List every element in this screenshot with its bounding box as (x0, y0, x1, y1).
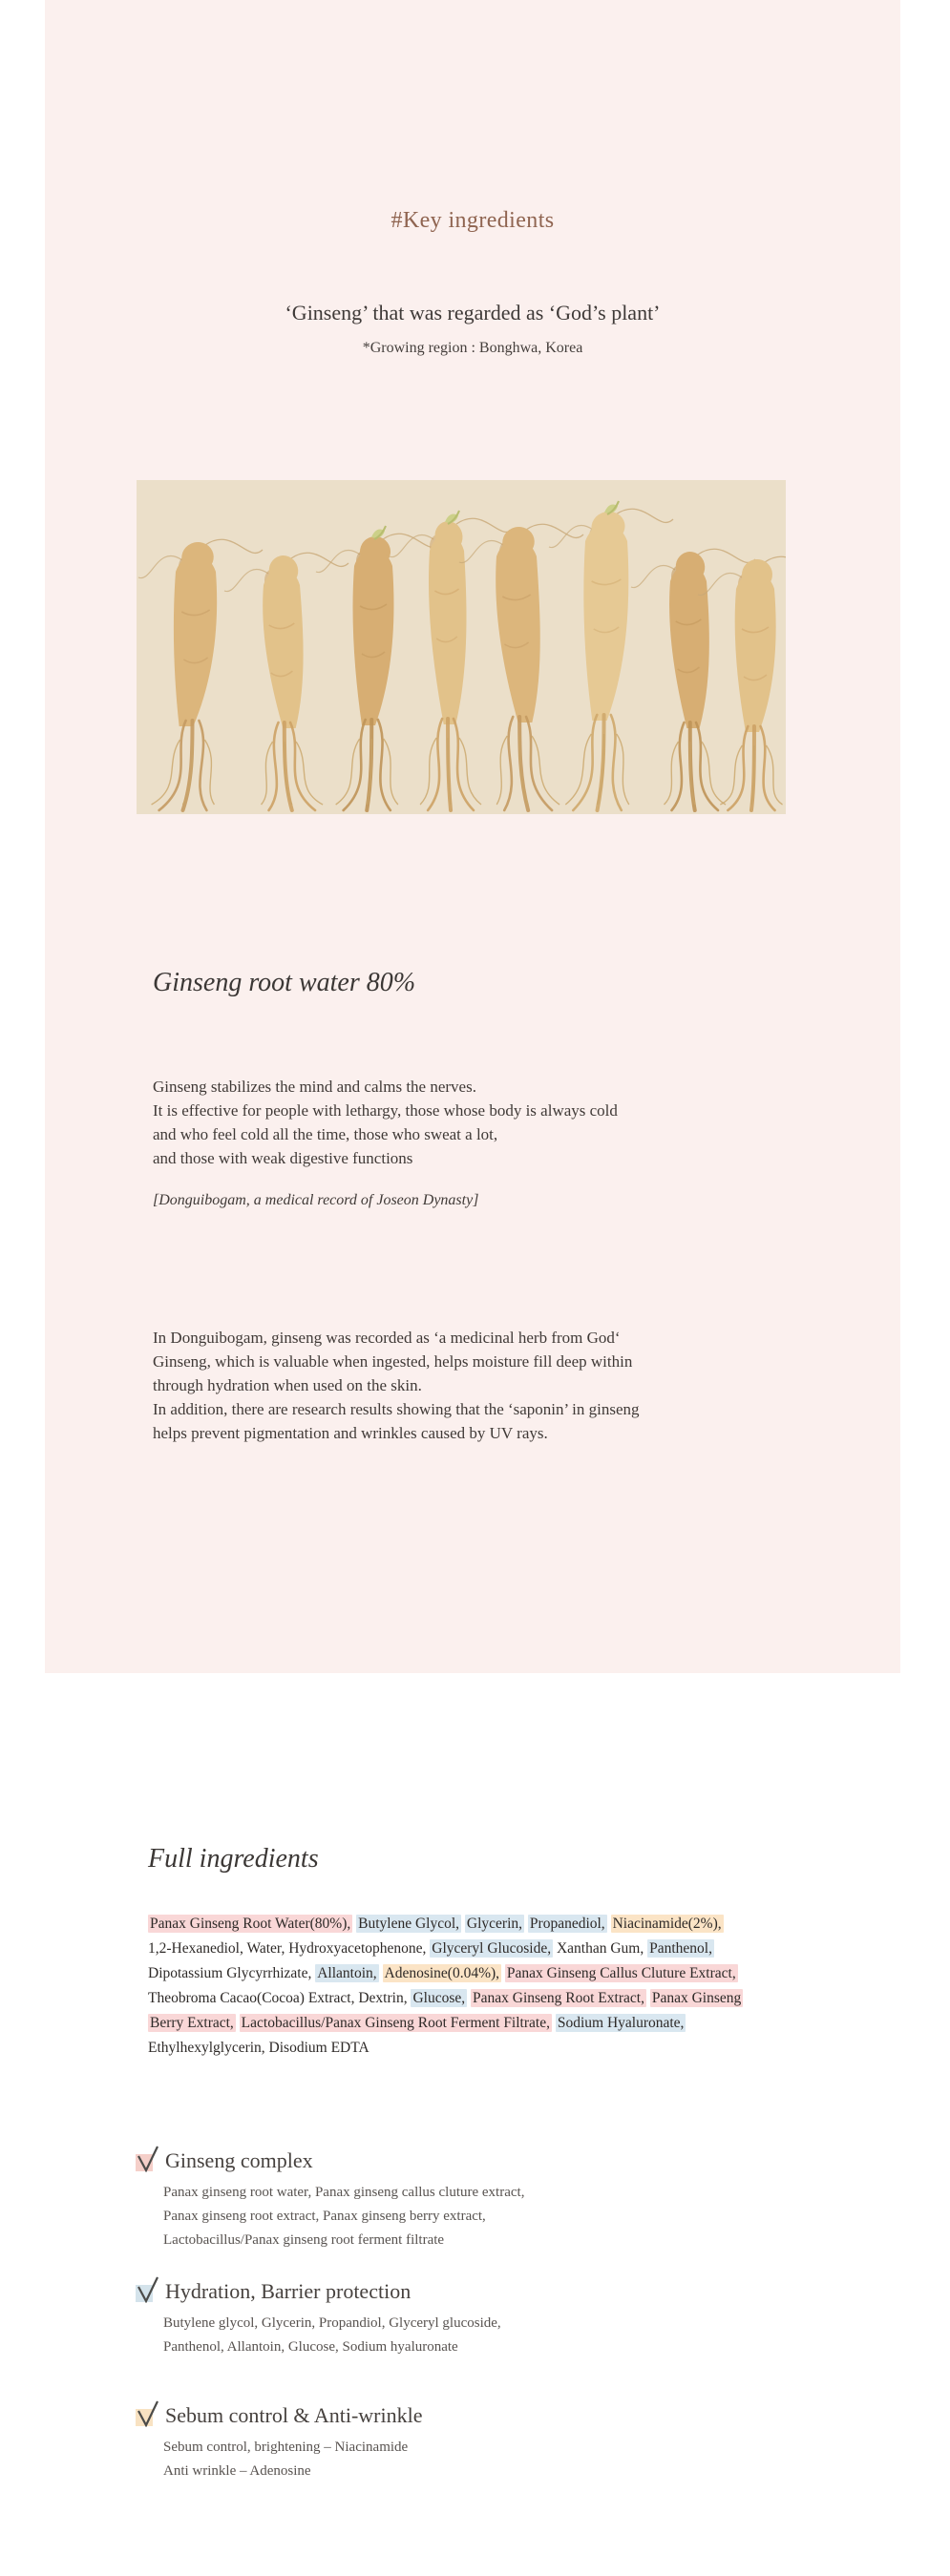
highlighted-ingredient: Propanediol, (529, 1916, 605, 1932)
ginseng-roots-illustration (137, 480, 786, 814)
ingredients-line (148, 1937, 816, 1961)
paragraph-line: helps prevent pigmentation and wrinkles caused by UV rays. (153, 1424, 548, 1442)
check-icon (135, 2398, 159, 2427)
highlighted-ingredient: Sodium Hyaluronate, (557, 2015, 685, 2031)
ginseng-root-water-heading: Ginseng root water 80% (153, 968, 416, 997)
ingredient-text: Theobroma Cacao(Cocoa) Extract, Dextrin, (148, 1990, 412, 2006)
highlighted-ingredient: Adenosine(0.04%), (384, 1965, 500, 1981)
paragraph-line: Ginseng stabilizes the mind and calms the nerves. (153, 1078, 476, 1096)
ingredient-text (379, 1965, 383, 1981)
ingredients-line (148, 1986, 816, 2011)
feature-details (163, 2312, 501, 2359)
paragraph-line: It is effective for people with lethargy, those whose body is always cold (153, 1101, 618, 1120)
ingredient-text: 1,2-Hexanediol, Water, Hydroxyacetophenone, (148, 1940, 431, 1957)
highlighted-ingredient: Berry Extract, (150, 2015, 234, 2031)
ingredients-line (148, 1961, 816, 1986)
highlighted-ingredient: Panax Ginseng Callus Cluture Extract, (506, 1965, 736, 1981)
donguibogam-paragraph (153, 1326, 640, 1445)
highlighted-ingredient: Glycerin, (466, 1916, 523, 1932)
highlighted-ingredient: Panax Ginseng Root Extract, (473, 1990, 644, 2006)
feature-details (163, 2181, 524, 2252)
feature-detail-line: Panax ginseng root water, Panax ginseng callus cluture extract, (163, 2185, 525, 2200)
feature-block (135, 2274, 501, 2359)
ingredients-line (148, 2036, 816, 2061)
highlighted-ingredient: Panax Ginseng (651, 1990, 742, 2006)
full-ingredients-list (148, 1912, 816, 2061)
ingredient-text: Ethylhexylglycerin, Disodium EDTA (148, 2040, 369, 2056)
check-icon (135, 2274, 159, 2303)
paragraph-line: and who feel cold all the time, those who sweat a lot, (153, 1125, 498, 1143)
paragraph-line: and those with weak digestive functions (153, 1149, 413, 1167)
feature-detail-line: Butylene glycol, Glycerin, Propandiol, Glyceryl glucoside, (163, 2315, 501, 2331)
check-icon (135, 2144, 159, 2172)
donguibogam-citation: [Donguibogam, a medical record of Joseon Dynasty] (153, 1192, 479, 1208)
highlighted-ingredient: Glucose, (412, 1990, 466, 2006)
ginseng-subtitle: ‘Ginseng’ that was regarded as ‘God’s plant’ (285, 301, 661, 325)
feature-detail-line: Sebum control, brightening – Niacinamide (163, 2440, 409, 2455)
ginseng-roots-photo (137, 480, 786, 814)
full-ingredients-heading: Full ingredients (148, 1844, 319, 1874)
paragraph-line: In Donguibogam, ginseng was recorded as ‘a medicinal herb from God‘ (153, 1329, 621, 1347)
ingredient-text (607, 1916, 611, 1932)
feature-detail-line: Panax ginseng root extract, Panax ginseng berry extract, (163, 2209, 486, 2224)
feature-details (163, 2436, 422, 2483)
feature-label: Hydration, Barrier protection (165, 2279, 412, 2303)
paragraph-line: In addition, there are research results showing that the ‘saponin’ in ginseng (153, 1400, 640, 1418)
key-ingredients-panel (45, 0, 900, 1673)
highlighted-ingredient: Niacinamide(2%), (612, 1916, 722, 1932)
paragraph-line: Ginseng, which is valuable when ingested, helps moisture fill deep within (153, 1352, 633, 1371)
paragraph-line: through hydration when used on the skin. (153, 1376, 422, 1394)
highlighted-ingredient: Panthenol, (649, 1940, 712, 1957)
highlighted-ingredient: Allantoin, (317, 1965, 377, 1981)
growing-region-note: *Growing region : Bonghwa, Korea (362, 340, 583, 356)
section-title: #Key ingredients (391, 208, 555, 233)
highlighted-ingredient: Butylene Glycol, (358, 1916, 460, 1932)
ginseng-benefits-paragraph (153, 1075, 618, 1170)
feature-label: Ginseng complex (165, 2148, 313, 2172)
ingredients-line (148, 1912, 816, 1937)
highlighted-ingredient: Glyceryl Glucoside, (432, 1940, 552, 1957)
feature-detail-line: Anti wrinkle – Adenosine (163, 2463, 311, 2479)
ingredient-text: Dipotassium Glycyrrhizate, (148, 1965, 316, 1981)
ingredient-text: Xanthan Gum, (553, 1940, 648, 1957)
highlighted-ingredient: Lactobacillus/Panax Ginseng Root Ferment Filtrate, (241, 2015, 550, 2031)
feature-detail-line: Panthenol, Allantoin, Glucose, Sodium hyaluronate (163, 2339, 458, 2355)
feature-label: Sebum control & Anti-wrinkle (165, 2403, 423, 2427)
ingredients-line (148, 2011, 816, 2036)
highlighted-ingredient: Panax Ginseng Root Water(80%), (150, 1916, 351, 1932)
feature-detail-line: Lactobacillus/Panax ginseng root ferment filtrate (163, 2232, 445, 2248)
feature-block (135, 2144, 524, 2252)
feature-block (135, 2398, 422, 2483)
